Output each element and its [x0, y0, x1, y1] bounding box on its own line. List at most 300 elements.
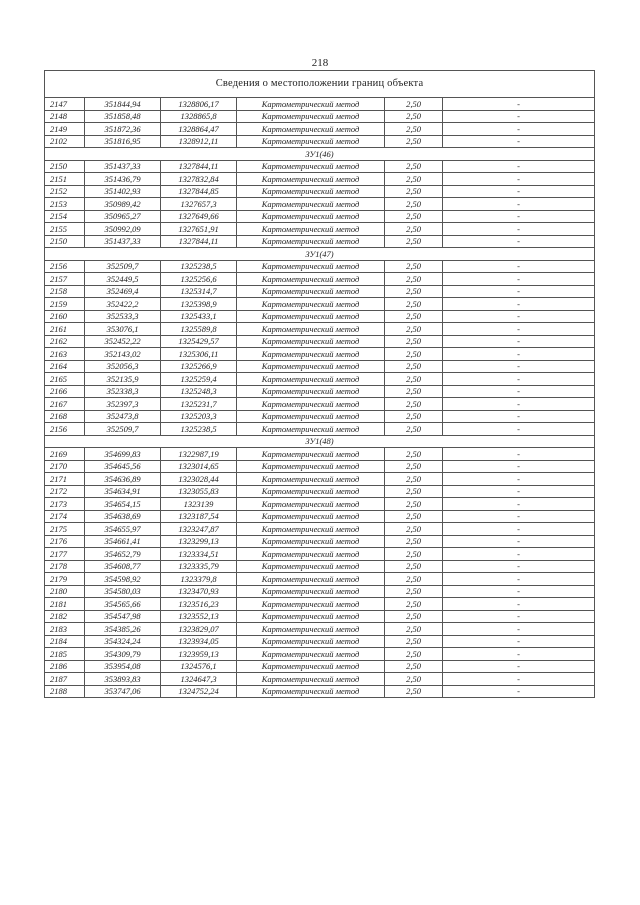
method-cell: Картометрический метод [237, 298, 385, 311]
point-number-cell: 2186 [45, 660, 85, 673]
note-cell: - [443, 173, 595, 186]
x-coordinate-cell: 352422,2 [85, 298, 161, 311]
y-coordinate-cell: 1323139 [161, 498, 237, 511]
y-coordinate-cell: 1322987,19 [161, 448, 237, 461]
y-coordinate-cell: 1324647,3 [161, 673, 237, 686]
x-coordinate-cell: 354634,91 [85, 485, 161, 498]
precision-cell: 2,50 [385, 110, 443, 123]
y-coordinate-cell: 1323014,65 [161, 460, 237, 473]
method-cell: Картометрический метод [237, 560, 385, 573]
x-coordinate-cell: 352473,8 [85, 410, 161, 423]
precision-cell: 2,50 [385, 260, 443, 273]
precision-cell: 2,50 [385, 648, 443, 661]
point-number-cell: 2188 [45, 685, 85, 698]
point-number-cell: 2167 [45, 398, 85, 411]
section-label: ЗУ1(48) [45, 435, 595, 448]
note-cell: - [443, 460, 595, 473]
point-number-cell: 2166 [45, 385, 85, 398]
table-row [45, 323, 595, 336]
y-coordinate-cell: 1323829,07 [161, 623, 237, 636]
point-number-cell: 2159 [45, 298, 85, 311]
method-cell: Картометрический метод [237, 573, 385, 586]
precision-cell: 2,50 [385, 398, 443, 411]
point-number-cell: 2155 [45, 223, 85, 236]
y-coordinate-cell: 1323379,8 [161, 573, 237, 586]
note-cell: - [443, 323, 595, 336]
y-coordinate-cell: 1325306,11 [161, 348, 237, 361]
precision-cell: 2,50 [385, 298, 443, 311]
precision-cell: 2,50 [385, 310, 443, 323]
precision-cell: 2,50 [385, 598, 443, 611]
x-coordinate-cell: 352338,3 [85, 385, 161, 398]
y-coordinate-cell: 1323934,05 [161, 635, 237, 648]
x-coordinate-cell: 354636,89 [85, 473, 161, 486]
note-cell: - [443, 110, 595, 123]
note-cell: - [443, 373, 595, 386]
x-coordinate-cell: 351844,94 [85, 98, 161, 111]
precision-cell: 2,50 [385, 273, 443, 286]
note-cell: - [443, 573, 595, 586]
method-cell: Картометрический метод [237, 198, 385, 211]
note-cell: - [443, 610, 595, 623]
x-coordinate-cell: 354645,56 [85, 460, 161, 473]
table-row [45, 485, 595, 498]
table-row [45, 160, 595, 173]
point-number-cell: 2185 [45, 648, 85, 661]
method-cell: Картометрический метод [237, 310, 385, 323]
y-coordinate-cell: 1325266,9 [161, 360, 237, 373]
method-cell: Картометрический метод [237, 498, 385, 511]
point-number-cell: 2169 [45, 448, 85, 461]
section-label: ЗУ1(47) [45, 248, 595, 261]
x-coordinate-cell: 352533,3 [85, 310, 161, 323]
point-number-cell: 2154 [45, 210, 85, 223]
method-cell: Картометрический метод [237, 98, 385, 111]
method-cell: Картометрический метод [237, 123, 385, 136]
y-coordinate-cell: 1328912,11 [161, 135, 237, 148]
x-coordinate-cell: 353076,1 [85, 323, 161, 336]
y-coordinate-cell: 1323335,79 [161, 560, 237, 573]
precision-cell: 2,50 [385, 623, 443, 636]
precision-cell: 2,50 [385, 485, 443, 498]
x-coordinate-cell: 354699,83 [85, 448, 161, 461]
x-coordinate-cell: 354608,77 [85, 560, 161, 573]
y-coordinate-cell: 1327844,11 [161, 235, 237, 248]
precision-cell: 2,50 [385, 335, 443, 348]
point-number-cell: 2181 [45, 598, 85, 611]
table-row [45, 473, 595, 486]
y-coordinate-cell: 1323470,93 [161, 585, 237, 598]
method-cell: Картометрический метод [237, 285, 385, 298]
note-cell: - [443, 310, 595, 323]
point-number-cell: 2173 [45, 498, 85, 511]
table-row [45, 110, 595, 123]
method-cell: Картометрический метод [237, 223, 385, 236]
point-number-cell: 2156 [45, 260, 85, 273]
note-cell: - [443, 623, 595, 636]
y-coordinate-cell: 1323247,87 [161, 523, 237, 536]
x-coordinate-cell: 354598,92 [85, 573, 161, 586]
table-row [45, 173, 595, 186]
precision-cell: 2,50 [385, 635, 443, 648]
section-row [45, 435, 595, 448]
method-cell: Картометрический метод [237, 260, 385, 273]
point-number-cell: 2187 [45, 673, 85, 686]
table-row [45, 423, 595, 436]
point-number-cell: 2183 [45, 623, 85, 636]
precision-cell: 2,50 [385, 510, 443, 523]
x-coordinate-cell: 354324,24 [85, 635, 161, 648]
note-cell: - [443, 298, 595, 311]
note-cell: - [443, 410, 595, 423]
x-coordinate-cell: 354547,98 [85, 610, 161, 623]
precision-cell: 2,50 [385, 198, 443, 211]
point-number-cell: 2168 [45, 410, 85, 423]
note-cell: - [443, 448, 595, 461]
method-cell: Картометрический метод [237, 485, 385, 498]
note-cell: - [443, 498, 595, 511]
section-label: ЗУ1(46) [45, 148, 595, 161]
point-number-cell: 2170 [45, 460, 85, 473]
note-cell: - [443, 135, 595, 148]
method-cell: Картометрический метод [237, 335, 385, 348]
table-row [45, 373, 595, 386]
table-row [45, 510, 595, 523]
point-number-cell: 2161 [45, 323, 85, 336]
y-coordinate-cell: 1325433,1 [161, 310, 237, 323]
note-cell: - [443, 510, 595, 523]
table-row [45, 623, 595, 636]
x-coordinate-cell: 350965,27 [85, 210, 161, 223]
y-coordinate-cell: 1325238,5 [161, 423, 237, 436]
point-number-cell: 2163 [45, 348, 85, 361]
x-coordinate-cell: 352397,3 [85, 398, 161, 411]
x-coordinate-cell: 351872,36 [85, 123, 161, 136]
precision-cell: 2,50 [385, 98, 443, 111]
precision-cell: 2,50 [385, 135, 443, 148]
note-cell: - [443, 685, 595, 698]
point-number-cell: 2162 [45, 335, 85, 348]
y-coordinate-cell: 1327844,85 [161, 185, 237, 198]
note-cell: - [443, 385, 595, 398]
method-cell: Картометрический метод [237, 373, 385, 386]
y-coordinate-cell: 1325589,8 [161, 323, 237, 336]
note-cell: - [443, 535, 595, 548]
section-row [45, 248, 595, 261]
note-cell: - [443, 560, 595, 573]
y-coordinate-cell: 1325256,6 [161, 273, 237, 286]
note-cell: - [443, 473, 595, 486]
table-row [45, 460, 595, 473]
point-number-cell: 2165 [45, 373, 85, 386]
x-coordinate-cell: 353954,08 [85, 660, 161, 673]
y-coordinate-cell: 1325398,9 [161, 298, 237, 311]
point-number-cell: 2182 [45, 610, 85, 623]
method-cell: Картометрический метод [237, 598, 385, 611]
precision-cell: 2,50 [385, 473, 443, 486]
table-row [45, 610, 595, 623]
precision-cell: 2,50 [385, 560, 443, 573]
table-row [45, 685, 595, 698]
x-coordinate-cell: 354654,15 [85, 498, 161, 511]
y-coordinate-cell: 1325203,3 [161, 410, 237, 423]
method-cell: Картометрический метод [237, 660, 385, 673]
table-row [45, 310, 595, 323]
note-cell: - [443, 348, 595, 361]
y-coordinate-cell: 1327651,91 [161, 223, 237, 236]
precision-cell: 2,50 [385, 685, 443, 698]
precision-cell: 2,50 [385, 610, 443, 623]
method-cell: Картометрический метод [237, 410, 385, 423]
point-number-cell: 2172 [45, 485, 85, 498]
y-coordinate-cell: 1323516,23 [161, 598, 237, 611]
precision-cell: 2,50 [385, 535, 443, 548]
table-row [45, 285, 595, 298]
point-number-cell: 2179 [45, 573, 85, 586]
method-cell: Картометрический метод [237, 510, 385, 523]
method-cell: Картометрический метод [237, 673, 385, 686]
method-cell: Картометрический метод [237, 348, 385, 361]
y-coordinate-cell: 1325259,4 [161, 373, 237, 386]
table-row [45, 523, 595, 536]
note-cell: - [443, 98, 595, 111]
note-cell: - [443, 635, 595, 648]
x-coordinate-cell: 353747,06 [85, 685, 161, 698]
table-row [45, 660, 595, 673]
x-coordinate-cell: 352056,3 [85, 360, 161, 373]
point-number-cell: 2180 [45, 585, 85, 598]
precision-cell: 2,50 [385, 123, 443, 136]
x-coordinate-cell: 352509,7 [85, 260, 161, 273]
point-number-cell: 2102 [45, 135, 85, 148]
x-coordinate-cell: 352135,9 [85, 373, 161, 386]
table-row [45, 185, 595, 198]
y-coordinate-cell: 1325238,5 [161, 260, 237, 273]
precision-cell: 2,50 [385, 235, 443, 248]
table-row [45, 335, 595, 348]
method-cell: Картометрический метод [237, 523, 385, 536]
point-number-cell: 2157 [45, 273, 85, 286]
method-cell: Картометрический метод [237, 473, 385, 486]
precision-cell: 2,50 [385, 210, 443, 223]
point-number-cell: 2153 [45, 198, 85, 211]
method-cell: Картометрический метод [237, 273, 385, 286]
table-row [45, 548, 595, 561]
note-cell: - [443, 198, 595, 211]
table-row [45, 573, 595, 586]
x-coordinate-cell: 354385,26 [85, 623, 161, 636]
precision-cell: 2,50 [385, 548, 443, 561]
y-coordinate-cell: 1327844,11 [161, 160, 237, 173]
precision-cell: 2,50 [385, 423, 443, 436]
table-row [45, 123, 595, 136]
method-cell: Картометрический метод [237, 110, 385, 123]
point-number-cell: 2148 [45, 110, 85, 123]
method-cell: Картометрический метод [237, 210, 385, 223]
section-row [45, 148, 595, 161]
x-coordinate-cell: 350989,42 [85, 198, 161, 211]
method-cell: Картометрический метод [237, 685, 385, 698]
boundary-coordinates-table [44, 70, 595, 698]
table-body [45, 71, 595, 698]
y-coordinate-cell: 1328865,8 [161, 110, 237, 123]
y-coordinate-cell: 1323028,44 [161, 473, 237, 486]
note-cell: - [443, 398, 595, 411]
table-row [45, 210, 595, 223]
precision-cell: 2,50 [385, 360, 443, 373]
point-number-cell: 2156 [45, 423, 85, 436]
x-coordinate-cell: 351437,33 [85, 160, 161, 173]
x-coordinate-cell: 351402,93 [85, 185, 161, 198]
table-row [45, 385, 595, 398]
table-row [45, 585, 595, 598]
method-cell: Картометрический метод [237, 323, 385, 336]
note-cell: - [443, 648, 595, 661]
method-cell: Картометрический метод [237, 548, 385, 561]
x-coordinate-cell: 350992,09 [85, 223, 161, 236]
point-number-cell: 2164 [45, 360, 85, 373]
method-cell: Картометрический метод [237, 648, 385, 661]
table-title: Сведения о местоположении границ объекта [45, 71, 595, 98]
point-number-cell: 2174 [45, 510, 85, 523]
table-row [45, 598, 595, 611]
method-cell: Картометрический метод [237, 135, 385, 148]
y-coordinate-cell: 1325429,57 [161, 335, 237, 348]
precision-cell: 2,50 [385, 185, 443, 198]
y-coordinate-cell: 1324576,1 [161, 660, 237, 673]
x-coordinate-cell: 352143,02 [85, 348, 161, 361]
y-coordinate-cell: 1325248,3 [161, 385, 237, 398]
point-number-cell: 2150 [45, 160, 85, 173]
y-coordinate-cell: 1323055,83 [161, 485, 237, 498]
method-cell: Картометрический метод [237, 623, 385, 636]
x-coordinate-cell: 351816,95 [85, 135, 161, 148]
x-coordinate-cell: 354638,69 [85, 510, 161, 523]
note-cell: - [443, 485, 595, 498]
precision-cell: 2,50 [385, 460, 443, 473]
page-number: 218 [311, 57, 329, 69]
table-row [45, 560, 595, 573]
point-number-cell: 2160 [45, 310, 85, 323]
method-cell: Картометрический метод [237, 385, 385, 398]
x-coordinate-cell: 352449,5 [85, 273, 161, 286]
table-row [45, 135, 595, 148]
table-row [45, 348, 595, 361]
y-coordinate-cell: 1324752,24 [161, 685, 237, 698]
table-row [45, 535, 595, 548]
precision-cell: 2,50 [385, 323, 443, 336]
precision-cell: 2,50 [385, 173, 443, 186]
table-row [45, 98, 595, 111]
y-coordinate-cell: 1323552,13 [161, 610, 237, 623]
point-number-cell: 2147 [45, 98, 85, 111]
y-coordinate-cell: 1328864,47 [161, 123, 237, 136]
x-coordinate-cell: 351858,48 [85, 110, 161, 123]
note-cell: - [443, 360, 595, 373]
precision-cell: 2,50 [385, 448, 443, 461]
x-coordinate-cell: 352509,7 [85, 423, 161, 436]
note-cell: - [443, 235, 595, 248]
note-cell: - [443, 523, 595, 536]
note-cell: - [443, 210, 595, 223]
table-row [45, 260, 595, 273]
y-coordinate-cell: 1323299,13 [161, 535, 237, 548]
table-row [45, 498, 595, 511]
table-row [45, 648, 595, 661]
point-number-cell: 2176 [45, 535, 85, 548]
precision-cell: 2,50 [385, 385, 443, 398]
table-row [45, 223, 595, 236]
point-number-cell: 2175 [45, 523, 85, 536]
y-coordinate-cell: 1328806,17 [161, 98, 237, 111]
note-cell: - [443, 335, 595, 348]
precision-cell: 2,50 [385, 348, 443, 361]
method-cell: Картометрический метод [237, 535, 385, 548]
table-row [45, 398, 595, 411]
table-row [45, 448, 595, 461]
note-cell: - [443, 673, 595, 686]
method-cell: Картометрический метод [237, 460, 385, 473]
precision-cell: 2,50 [385, 410, 443, 423]
point-number-cell: 2184 [45, 635, 85, 648]
y-coordinate-cell: 1327832,84 [161, 173, 237, 186]
method-cell: Картометрический метод [237, 398, 385, 411]
note-cell: - [443, 185, 595, 198]
note-cell: - [443, 285, 595, 298]
point-number-cell: 2151 [45, 173, 85, 186]
note-cell: - [443, 660, 595, 673]
precision-cell: 2,50 [385, 373, 443, 386]
table-row [45, 360, 595, 373]
x-coordinate-cell: 354309,79 [85, 648, 161, 661]
x-coordinate-cell: 353893,83 [85, 673, 161, 686]
table-row [45, 273, 595, 286]
method-cell: Картометрический метод [237, 360, 385, 373]
note-cell: - [443, 260, 595, 273]
point-number-cell: 2171 [45, 473, 85, 486]
x-coordinate-cell: 352452,22 [85, 335, 161, 348]
precision-cell: 2,50 [385, 285, 443, 298]
point-number-cell: 2149 [45, 123, 85, 136]
table-row [45, 198, 595, 211]
title-row [45, 71, 595, 98]
precision-cell: 2,50 [385, 223, 443, 236]
note-cell: - [443, 548, 595, 561]
y-coordinate-cell: 1323187,54 [161, 510, 237, 523]
note-cell: - [443, 585, 595, 598]
table-row [45, 298, 595, 311]
method-cell: Картометрический метод [237, 448, 385, 461]
x-coordinate-cell: 354661,41 [85, 535, 161, 548]
y-coordinate-cell: 1325314,7 [161, 285, 237, 298]
method-cell: Картометрический метод [237, 423, 385, 436]
y-coordinate-cell: 1325231,7 [161, 398, 237, 411]
x-coordinate-cell: 354655,97 [85, 523, 161, 536]
note-cell: - [443, 423, 595, 436]
table-row [45, 673, 595, 686]
x-coordinate-cell: 351437,33 [85, 235, 161, 248]
x-coordinate-cell: 352469,4 [85, 285, 161, 298]
note-cell: - [443, 273, 595, 286]
y-coordinate-cell: 1327657,3 [161, 198, 237, 211]
y-coordinate-cell: 1327649,66 [161, 210, 237, 223]
precision-cell: 2,50 [385, 523, 443, 536]
precision-cell: 2,50 [385, 673, 443, 686]
point-number-cell: 2150 [45, 235, 85, 248]
x-coordinate-cell: 354565,66 [85, 598, 161, 611]
x-coordinate-cell: 354580,03 [85, 585, 161, 598]
x-coordinate-cell: 351436,79 [85, 173, 161, 186]
